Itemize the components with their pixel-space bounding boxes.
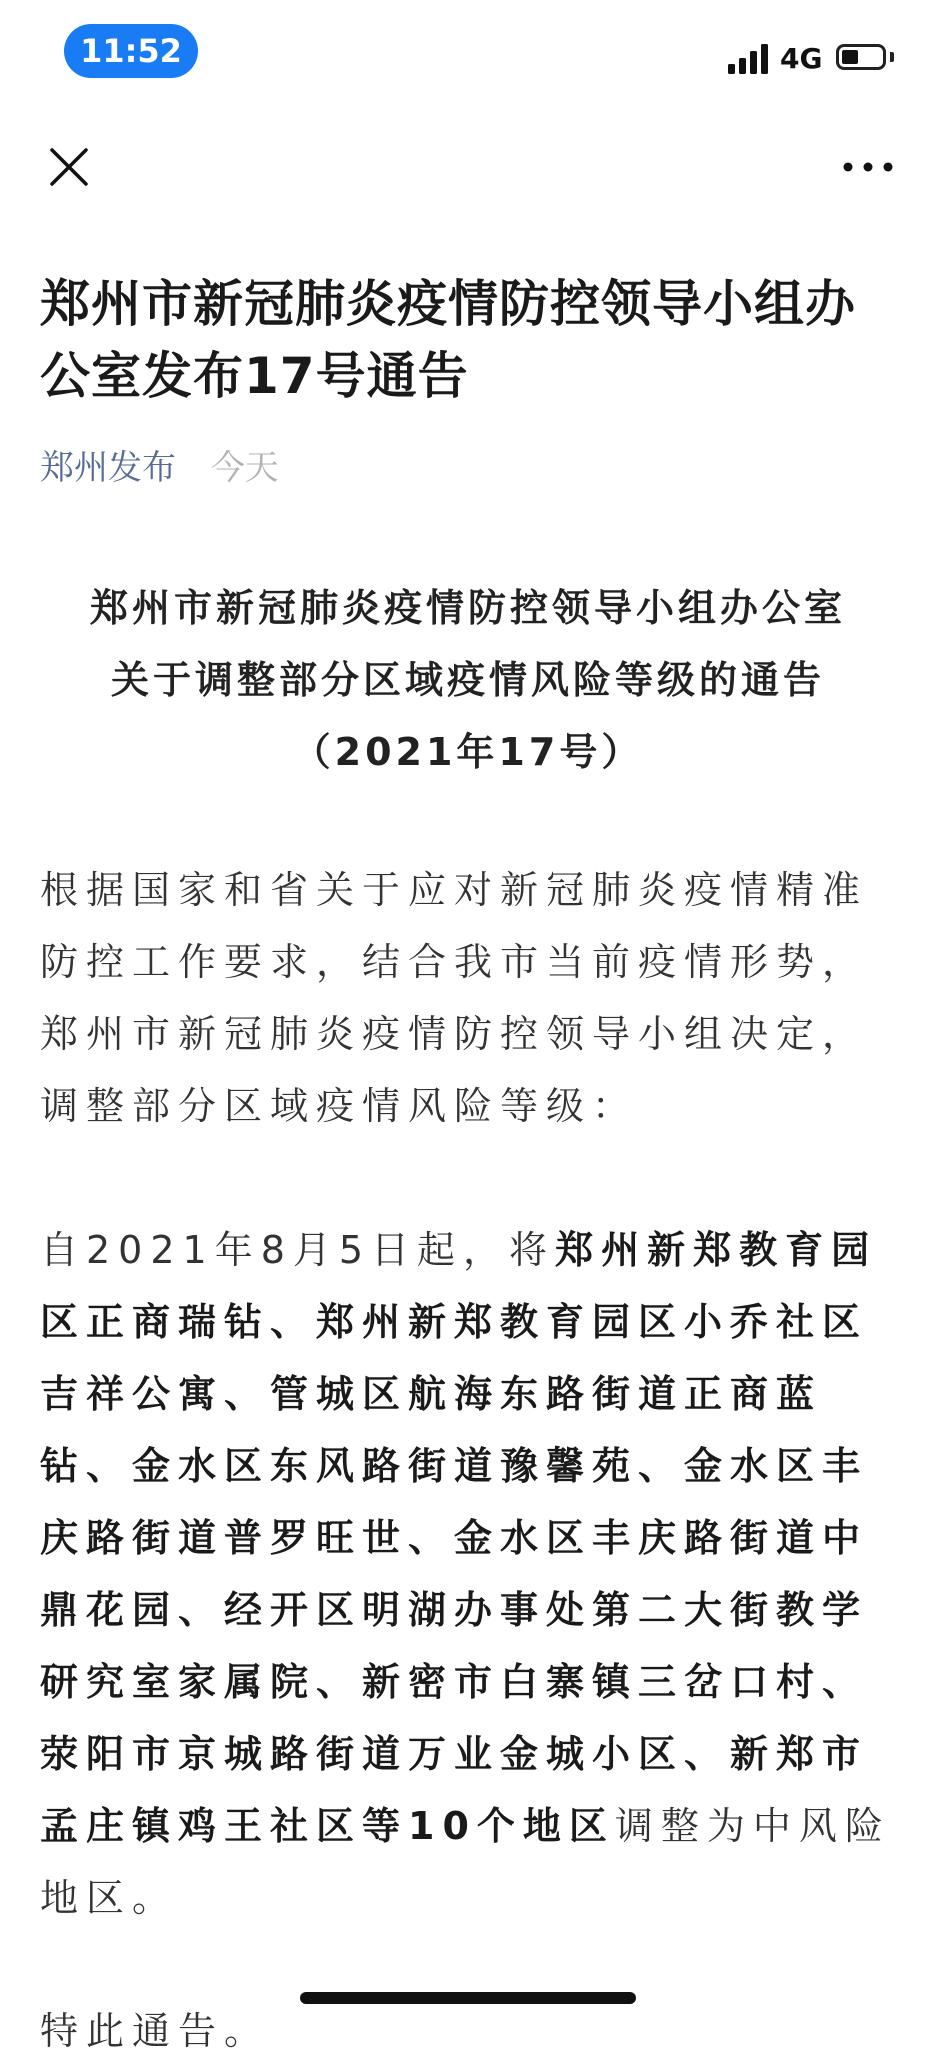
paragraph-closing: 特此通告。 bbox=[40, 2009, 271, 2053]
network-label: 4G bbox=[780, 42, 823, 75]
announcement-areas: 郑州新郑教育园区正商瑞钻、郑州新郑教育园区小乔社区吉祥公寓、管城区航海东路街道正商蓝钻、金水区东风路街道豫馨苑、金水区丰庆路街道普罗旺世、金水区丰庆路街道中鼎花园、经开区明湖办事处第二大街教学研究室家属院、新密市白寨镇三岔口村、荥阳市京城路街道万业金城小区、新郑市孟庄镇鸡王社区等10个地区 bbox=[40, 1228, 878, 1848]
announcement-prefix: 自2021年8月5日起，将 bbox=[40, 1228, 556, 1272]
more-dots-icon[interactable] bbox=[840, 145, 896, 189]
publish-date: 今天 bbox=[210, 448, 279, 488]
announcement-suffix: 调整为中风险地区。 bbox=[40, 1804, 891, 1920]
status-bar bbox=[0, 0, 936, 100]
status-time: 11:52 bbox=[64, 24, 198, 78]
heading-line-2: 关于调整部分区域疫情风险等级的通告 bbox=[110, 658, 825, 702]
article-title: 郑州市新冠肺炎疫情防控领导小组办公室发布17号通告 bbox=[40, 275, 856, 405]
paragraph-announcement bbox=[40, 1214, 896, 1934]
home-indicator[interactable] bbox=[300, 1992, 636, 2004]
heading-line-3: （2021年17号） bbox=[292, 730, 644, 774]
paragraph-intro: 根据国家和省关于应对新冠肺炎疫情精准防控工作要求，结合我市当前疫情形势，郑州市新冠肺炎疫情防控领导小组决定，调整部分区域疫情风险等级： bbox=[40, 868, 869, 1128]
battery-icon bbox=[836, 44, 886, 70]
notice-heading bbox=[40, 572, 896, 788]
signal-icon bbox=[728, 42, 770, 76]
article-meta bbox=[40, 443, 279, 493]
heading-line-1: 郑州市新冠肺炎疫情防控领导小组办公室 bbox=[89, 586, 846, 630]
close-icon[interactable] bbox=[44, 142, 94, 192]
battery-tip bbox=[890, 52, 894, 62]
account-name-link[interactable]: 郑州发布 bbox=[40, 448, 176, 488]
